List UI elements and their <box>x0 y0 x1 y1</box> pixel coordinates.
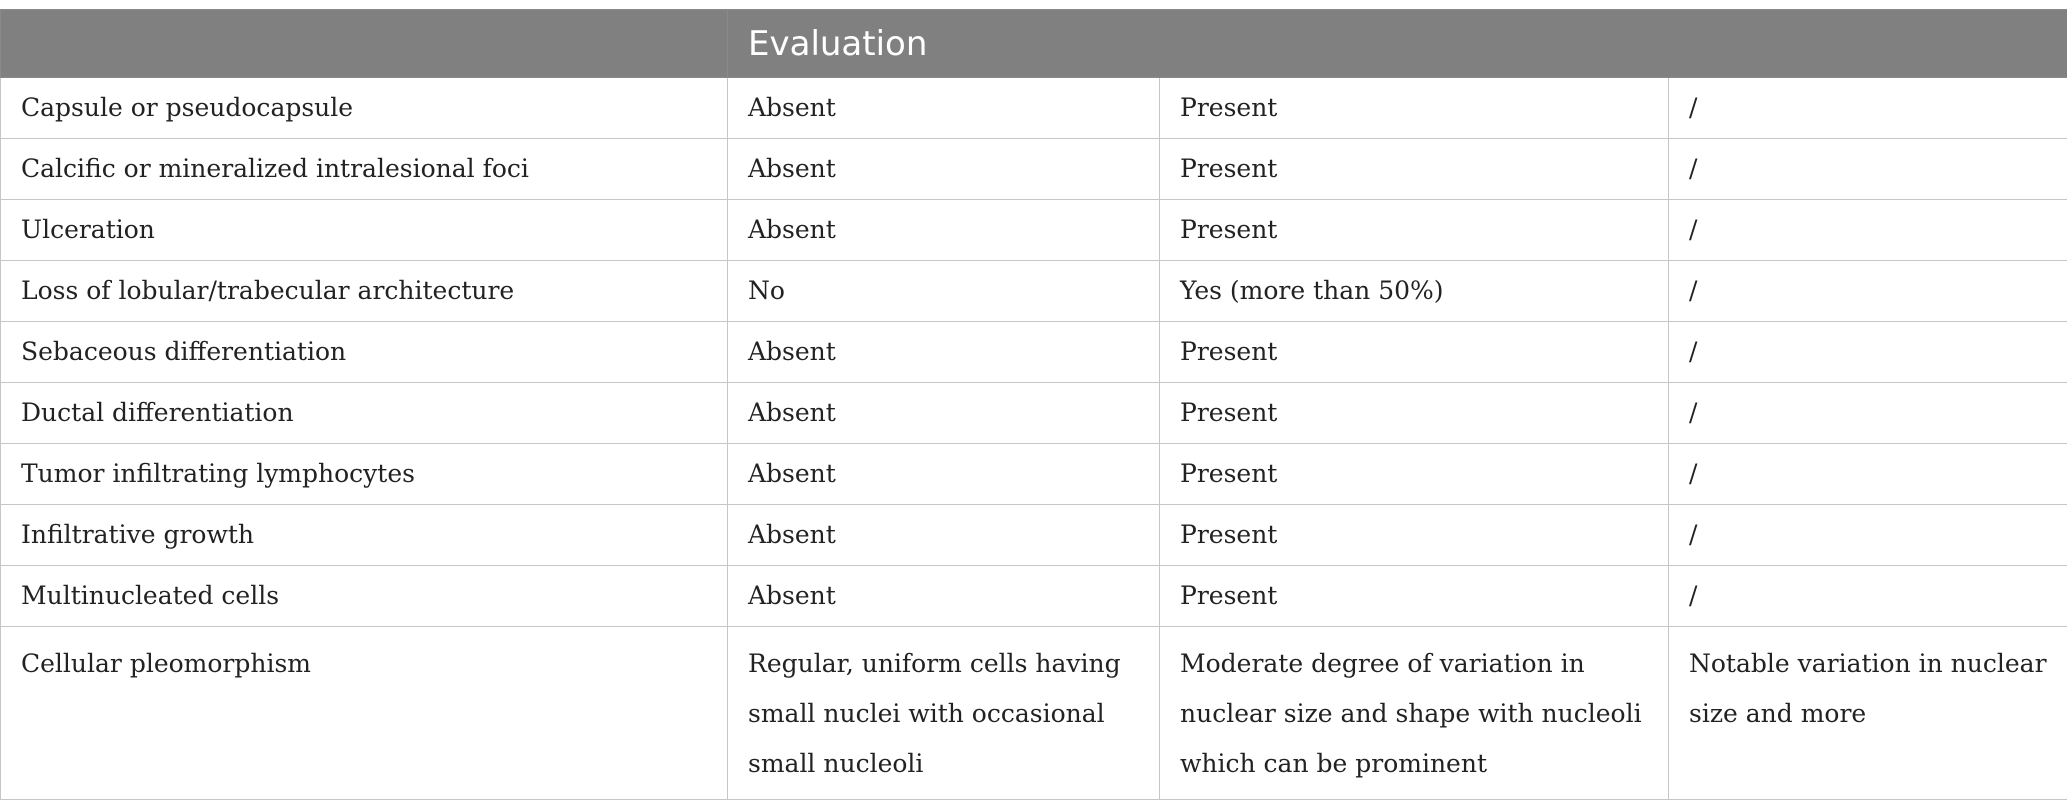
value-cell-3: / <box>1669 261 2067 322</box>
table-row <box>1 322 2067 383</box>
value-cell-1: Absent <box>728 78 1160 139</box>
value-cell-2: Present <box>1160 200 1669 261</box>
table-row <box>1 139 2067 200</box>
value-cell-2: Present <box>1160 444 1669 505</box>
table-row <box>1 383 2067 444</box>
feature-cell: Calcific or mineralized intralesional foci <box>1 139 728 200</box>
value-cell-3: / <box>1669 139 2067 200</box>
value-cell-3: Notable variation in nuclear size and more <box>1669 627 2067 800</box>
evaluation-table <box>0 9 2067 800</box>
value-cell-3: / <box>1669 444 2067 505</box>
header-feature-cell <box>1 10 728 78</box>
table-row <box>1 78 2067 139</box>
value-cell-3: / <box>1669 566 2067 627</box>
value-cell-1: Absent <box>728 200 1160 261</box>
header-evaluation-cell: Evaluation <box>728 10 2067 78</box>
value-cell-3: / <box>1669 505 2067 566</box>
value-cell-1: No <box>728 261 1160 322</box>
feature-cell: Sebaceous differentiation <box>1 322 728 383</box>
value-cell-2: Moderate degree of variation in nuclear size and shape with nucleoli which can be prominent <box>1160 627 1669 800</box>
value-cell-2: Present <box>1160 322 1669 383</box>
value-cell-1: Absent <box>728 444 1160 505</box>
feature-cell: Capsule or pseudocapsule <box>1 78 728 139</box>
table-row <box>1 627 2067 800</box>
value-cell-1: Absent <box>728 322 1160 383</box>
table-row <box>1 444 2067 505</box>
table-row <box>1 566 2067 627</box>
value-cell-2: Yes (more than 50%) <box>1160 261 1669 322</box>
feature-cell: Loss of lobular/trabecular architecture <box>1 261 728 322</box>
value-cell-2: Present <box>1160 566 1669 627</box>
table-header-row <box>1 10 2067 78</box>
value-cell-1: Absent <box>728 139 1160 200</box>
table-row <box>1 261 2067 322</box>
value-cell-2: Present <box>1160 78 1669 139</box>
feature-cell: Multinucleated cells <box>1 566 728 627</box>
evaluation-table-container <box>0 9 2067 800</box>
feature-cell: Ulceration <box>1 200 728 261</box>
value-cell-2: Present <box>1160 505 1669 566</box>
value-cell-2: Present <box>1160 139 1669 200</box>
value-cell-3: / <box>1669 322 2067 383</box>
value-cell-3: / <box>1669 383 2067 444</box>
value-cell-1: Absent <box>728 383 1160 444</box>
value-cell-1: Regular, uniform cells having small nuclei with occasional small nucleoli <box>728 627 1160 800</box>
feature-cell: Infiltrative growth <box>1 505 728 566</box>
feature-cell: Tumor infiltrating lymphocytes <box>1 444 728 505</box>
table-row <box>1 505 2067 566</box>
value-cell-2: Present <box>1160 383 1669 444</box>
feature-cell: Cellular pleomorphism <box>1 627 728 800</box>
value-cell-3: / <box>1669 200 2067 261</box>
value-cell-1: Absent <box>728 505 1160 566</box>
value-cell-1: Absent <box>728 566 1160 627</box>
value-cell-3: / <box>1669 78 2067 139</box>
feature-cell: Ductal differentiation <box>1 383 728 444</box>
table-row <box>1 200 2067 261</box>
